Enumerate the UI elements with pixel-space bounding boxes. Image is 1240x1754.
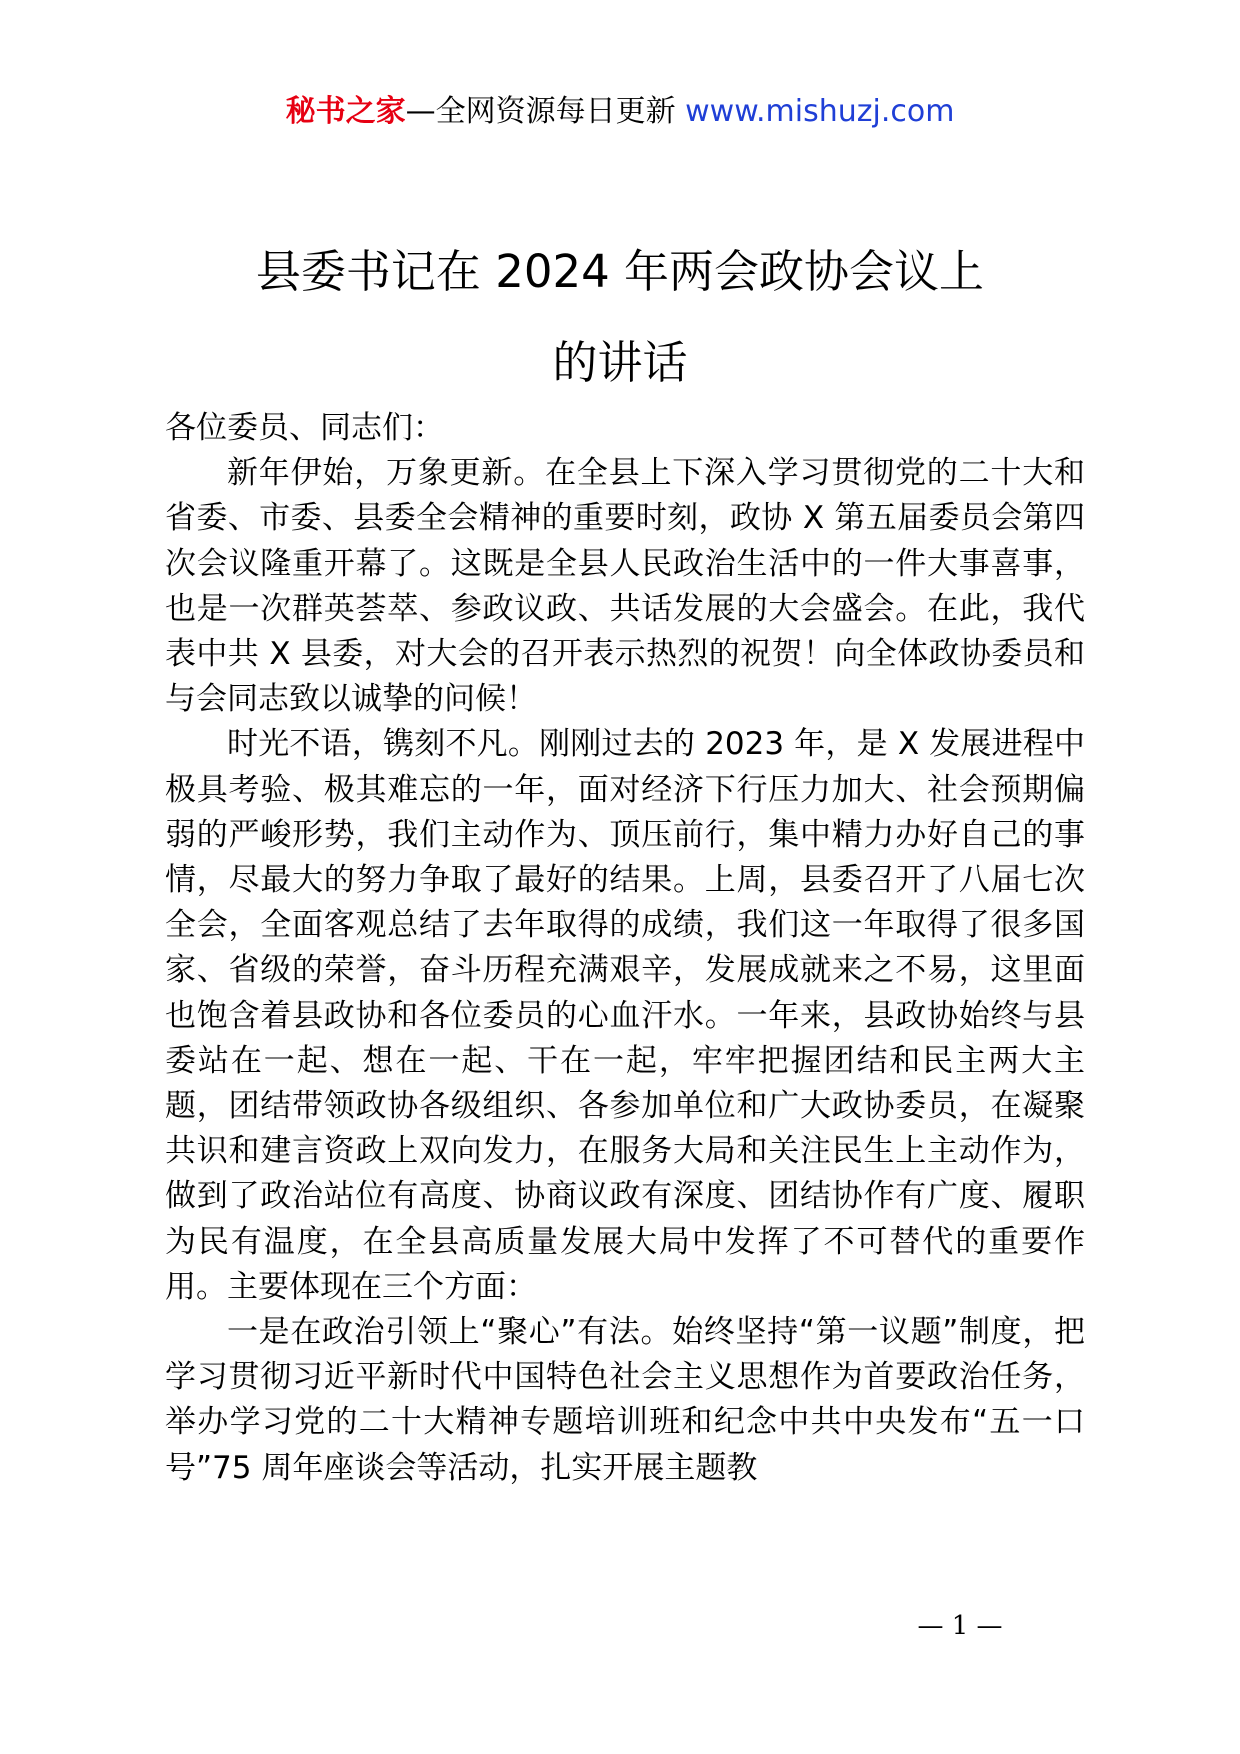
paragraph: 时光不语，镌刻不凡。刚刚过去的 2023 年，是 X 发展进程中极具考验、极其难忘的一年，面对经济下行压力加大、社会预期偏弱的严峻形势，我们主动作为、顶压前行，集中精力办好自己的事情，尽最大的努力争取了最好的结果。上周，县委召开了八届七次全会，全面客观总结了去年取得的成绩，我们这一年取得了很多国家、省级的荣誉，奋斗历程充满艰辛，发展成就来之不易，这里面也饱含着县政协和各位委员的心血汗水。一年来，县政协始终与县委站在一起、想在一起、干在一起，牢牢把握团结和民主两大主题，团结带领政协各级组织、各参加单位和广大政协委员，在凝聚共识和建言资政上双向发力，在服务大局和关注民生上主动作为，做到了政治站位有高度、协商议政有深度、团结协作有广度、履职为民有温度，在全县高质量发展大局中发挥了不可替代的重要作用。主要体现在三个方面：: [165, 726, 1085, 1305]
document-title-line-1: 县委书记在 2024 年两会政协会议上: [255, 245, 985, 298]
document-body: [165, 406, 1085, 1491]
page-number: — 1 —: [917, 1611, 1003, 1641]
site-url-link[interactable]: www.mishuzj.com: [685, 94, 955, 129]
brand-name: 秘书之家: [285, 94, 406, 129]
site-header-banner: [0, 92, 1240, 132]
header-tagline: —全网资源每日更新: [405, 94, 686, 129]
salutation: 各位委员、同志们：: [165, 410, 444, 446]
paragraph: 新年伊始，万象更新。在全县上下深入学习贯彻党的二十大和省委、市委、县委全会精神的重要时刻，政协 X 第五届委员会第四次会议隆重开幕了。这既是全县人民政治生活中的一件大事喜事，也是一次群英荟萃、参政议政、共话发展的大会盛会。在此，我代表中共 X 县委，对大会的召开表示热烈的祝贺！向全体政协委员和与会同志致以诚挚的问候！: [165, 455, 1085, 718]
paragraph: 一是在政治引领上“聚心”有法。始终坚持“第一议题”制度，把学习贯彻习近平新时代中国特色社会主义思想作为首要政治任务，举办学习党的二十大精神专题培训班和纪念中共中央发布“五一口号”75 周年座谈会等活动，扎实开展主题教: [165, 1314, 1085, 1486]
document-title-line-2: 的讲话: [552, 336, 688, 389]
